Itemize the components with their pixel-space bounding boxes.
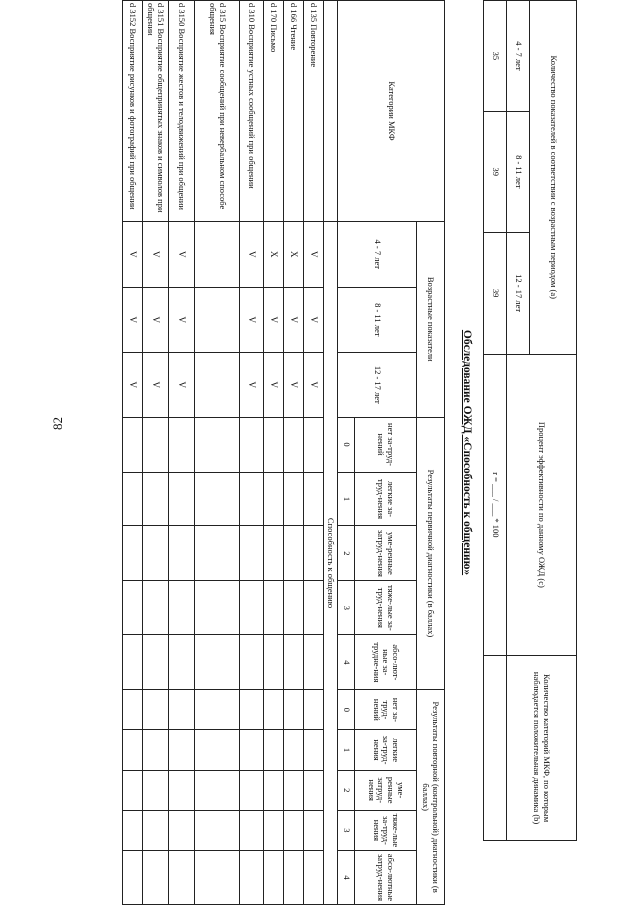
- age-mark-cell: V: [304, 353, 324, 417]
- score-cell: [284, 810, 304, 850]
- score-cell: [240, 417, 264, 472]
- score-cell: [284, 850, 304, 904]
- summary-age-label: 12 - 17 лет: [507, 232, 530, 354]
- score-cell: [284, 472, 304, 526]
- age-label: 4 - 7 лет: [338, 221, 417, 287]
- score-number: 3: [338, 810, 355, 850]
- score-cell: [264, 417, 284, 472]
- category-cell: d 135 Повторение: [304, 1, 324, 222]
- age-mark-cell: V: [304, 221, 324, 287]
- age-mark-cell: V: [240, 221, 264, 287]
- category-cell: d 166 Чтение: [284, 1, 304, 222]
- age-label: 8 - 11 лет: [338, 287, 417, 353]
- score-number: 2: [338, 526, 355, 581]
- score-cell: [195, 472, 240, 526]
- score-cell: [123, 581, 143, 635]
- categories-header: Категории МКФ: [338, 1, 445, 222]
- repeat-score-label: легкие за-труд-нения: [355, 730, 417, 770]
- score-cell: [123, 526, 143, 581]
- age-mark-cell: V: [284, 353, 304, 417]
- repeat-score-label: тяже-лые за-труд-нения: [355, 810, 417, 850]
- score-cell: [169, 526, 195, 581]
- score-cell: [123, 810, 143, 850]
- score-cell: [284, 690, 304, 730]
- score-cell: [304, 635, 324, 690]
- primary-score-label: легкие за-труд-нения: [355, 472, 417, 526]
- category-cell: d 310 Восприятие устных сообщений при общении: [240, 1, 264, 222]
- age-mark-cell: V: [304, 287, 324, 353]
- age-mark-cell: V: [264, 287, 284, 353]
- age-mark-cell: V: [264, 353, 284, 417]
- category-cell: d 315 Восприятие сообщений при невербальном способе общения: [195, 1, 240, 222]
- repeat-score-label: абсо-лютные затруд-нения: [355, 850, 417, 904]
- page-number: 82: [50, 417, 65, 430]
- table-row: [143, 1, 169, 905]
- score-cell: [143, 635, 169, 690]
- score-cell: [240, 770, 264, 810]
- age-mark-cell: [195, 221, 240, 287]
- score-number: 2: [338, 770, 355, 810]
- score-cell: [240, 581, 264, 635]
- age-mark-cell: V: [169, 287, 195, 353]
- score-cell: [169, 472, 195, 526]
- score-cell: [143, 526, 169, 581]
- score-cell: [143, 850, 169, 904]
- score-number: 4: [338, 635, 355, 690]
- score-cell: [264, 770, 284, 810]
- assessment-rows: [123, 1, 324, 905]
- score-cell: [264, 472, 284, 526]
- efficiency-formula: r = ___ / ___ * 100: [484, 354, 507, 656]
- score-cell: [264, 581, 284, 635]
- score-cell: [195, 690, 240, 730]
- score-cell: [284, 635, 304, 690]
- age-mark-cell: X: [284, 221, 304, 287]
- summary-age-label: 8 - 11 лет: [507, 111, 530, 232]
- score-cell: [264, 526, 284, 581]
- score-cell: [240, 472, 264, 526]
- score-cell: [240, 635, 264, 690]
- score-cell: [264, 690, 284, 730]
- category-cell: d 3151 Восприятие общепринятых знаков и символов при общении: [143, 1, 169, 222]
- score-number: 4: [338, 850, 355, 904]
- summary-age-label: 4 - 7 лет: [507, 1, 530, 112]
- age-mark-cell: V: [123, 221, 143, 287]
- score-cell: [143, 690, 169, 730]
- primary-score-label: нет за-труд-нений: [355, 417, 417, 472]
- table-row: [284, 1, 304, 905]
- primary-score-label: тяже-лые за-труд-нения: [355, 581, 417, 635]
- score-cell: [195, 770, 240, 810]
- age-mark-cell: V: [169, 221, 195, 287]
- score-cell: [195, 635, 240, 690]
- score-cell: [264, 810, 284, 850]
- section-title: Обследование ОЖД «Способность к общению»: [461, 329, 473, 576]
- table-row: [264, 1, 284, 905]
- score-cell: [264, 635, 284, 690]
- score-cell: [143, 770, 169, 810]
- summary-table: [483, 0, 577, 841]
- score-cell: [284, 730, 304, 770]
- col-b-header: Количество категорий МКФ, по которым наблюдается положительная динамика (b): [507, 656, 577, 841]
- age-mark-cell: V: [169, 353, 195, 417]
- score-cell: [143, 417, 169, 472]
- score-cell: [240, 810, 264, 850]
- category-cell: d 3152 Восприятие рисунков и фотографий при общении: [123, 1, 143, 222]
- age-header: Возрастные показатели: [417, 221, 445, 417]
- age-mark-cell: X: [264, 221, 284, 287]
- age-mark-cell: V: [123, 287, 143, 353]
- score-cell: [264, 850, 284, 904]
- score-cell: [240, 526, 264, 581]
- score-cell: [195, 581, 240, 635]
- score-cell: [143, 472, 169, 526]
- score-cell: [169, 850, 195, 904]
- repeat-score-label: уме-ренные затруд-нения: [355, 770, 417, 810]
- age-mark-cell: V: [143, 221, 169, 287]
- score-number: 3: [338, 581, 355, 635]
- primary-header: Результаты первичной диагностики (в баллах): [417, 417, 445, 690]
- primary-score-label: уме-ренные затруд-нения: [355, 526, 417, 581]
- score-cell: [304, 770, 324, 810]
- repeat-score-label: нет за-труд-нений: [355, 690, 417, 730]
- score-cell: [195, 850, 240, 904]
- score-cell: [123, 635, 143, 690]
- score-number: 1: [338, 472, 355, 526]
- score-cell: [123, 472, 143, 526]
- summary-age-value: 39: [484, 111, 507, 232]
- age-mark-cell: V: [240, 287, 264, 353]
- score-cell: [169, 770, 195, 810]
- score-cell: [304, 472, 324, 526]
- table-row: [123, 1, 143, 905]
- table-row: [195, 1, 240, 905]
- score-cell: [284, 526, 304, 581]
- age-mark-cell: V: [143, 287, 169, 353]
- score-cell: [284, 417, 304, 472]
- group-row-blank: [324, 1, 338, 222]
- age-mark-cell: V: [240, 353, 264, 417]
- score-cell: [195, 526, 240, 581]
- score-cell: [169, 635, 195, 690]
- score-cell: [123, 730, 143, 770]
- score-cell: [143, 810, 169, 850]
- score-cell: [169, 581, 195, 635]
- age-label: 12 - 17 лет: [338, 353, 417, 417]
- score-cell: [195, 417, 240, 472]
- group-label: Способность к общению: [324, 221, 338, 904]
- score-cell: [169, 730, 195, 770]
- score-cell: [264, 730, 284, 770]
- score-cell: [195, 810, 240, 850]
- score-number: 0: [338, 690, 355, 730]
- score-cell: [304, 850, 324, 904]
- score-cell: [169, 810, 195, 850]
- table-row: [169, 1, 195, 905]
- score-cell: [123, 690, 143, 730]
- score-cell: [123, 417, 143, 472]
- score-cell: [240, 730, 264, 770]
- assessment-table: [122, 0, 445, 905]
- age-mark-cell: V: [123, 353, 143, 417]
- category-cell: d 3150 Восприятие жестов и телодвижений при общении: [169, 1, 195, 222]
- primary-score-label: абсо-лют-ные за-трудне-ния: [355, 635, 417, 690]
- age-mark-cell: V: [143, 353, 169, 417]
- score-cell: [195, 730, 240, 770]
- age-mark-cell: [195, 353, 240, 417]
- score-cell: [143, 581, 169, 635]
- score-cell: [284, 581, 304, 635]
- score-cell: [304, 526, 324, 581]
- score-cell: [304, 417, 324, 472]
- score-cell: [304, 690, 324, 730]
- score-cell: [240, 690, 264, 730]
- score-cell: [169, 690, 195, 730]
- summary-age-value: 35: [484, 1, 507, 112]
- score-cell: [304, 810, 324, 850]
- score-number: 0: [338, 417, 355, 472]
- age-mark-cell: V: [284, 287, 304, 353]
- col-c-header: Процент эффективности по данному ОЖД (c): [507, 354, 577, 656]
- score-cell: [284, 770, 304, 810]
- col-a-header: Количество показателей в соответствии с возрастным периодом (a): [530, 1, 577, 355]
- age-mark-cell: [195, 287, 240, 353]
- score-cell: [169, 417, 195, 472]
- score-cell: [123, 770, 143, 810]
- score-cell: [304, 581, 324, 635]
- summary-age-value: 39: [484, 232, 507, 354]
- category-cell: d 170 Письмо: [264, 1, 284, 222]
- dynamics-count-cell: [484, 656, 507, 841]
- score-cell: [123, 850, 143, 904]
- table-row: [240, 1, 264, 905]
- score-cell: [143, 730, 169, 770]
- score-cell: [240, 850, 264, 904]
- score-number: 1: [338, 730, 355, 770]
- score-cell: [304, 730, 324, 770]
- repeat-header: Результаты повторной (контрольной) диагностики (в баллах): [417, 690, 445, 905]
- table-row: [304, 1, 324, 905]
